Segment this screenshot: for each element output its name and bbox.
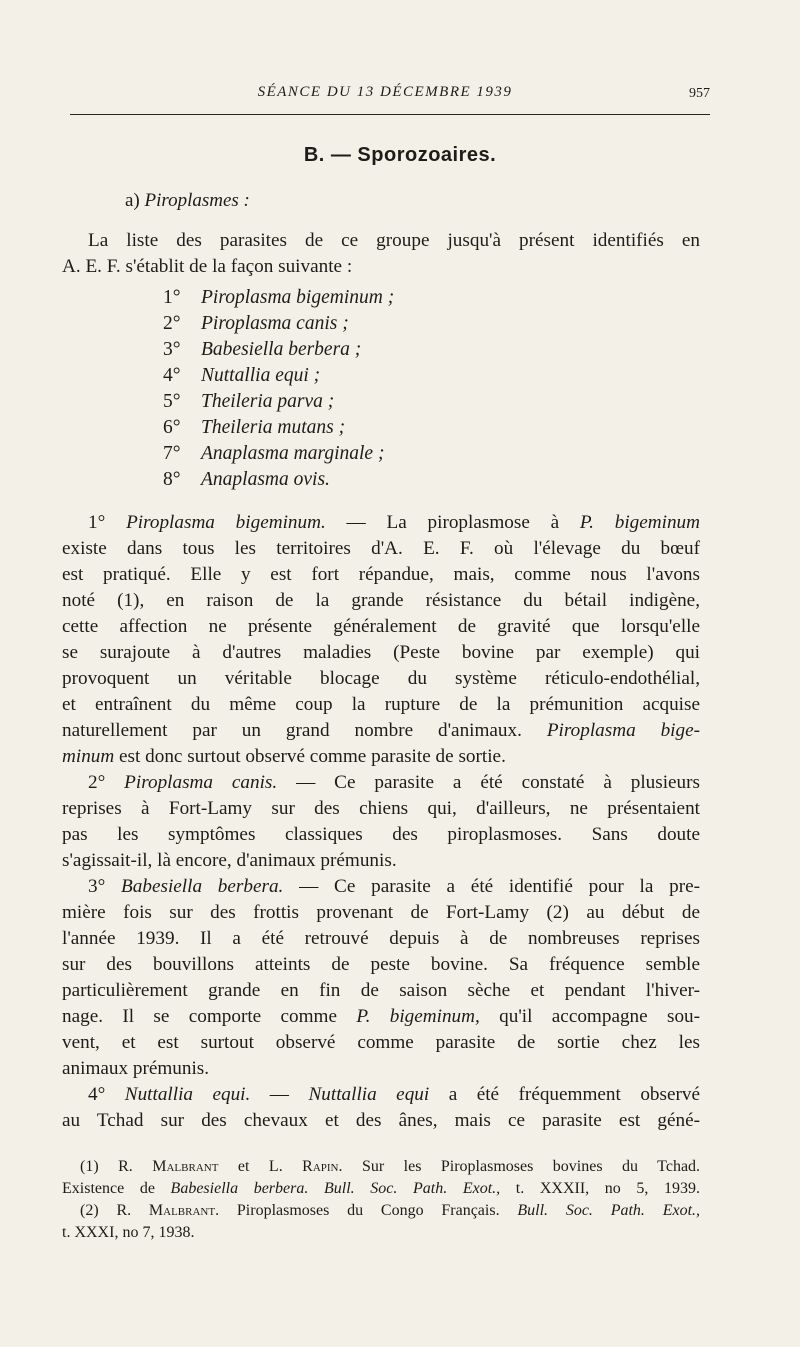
list-item-name: Theileria parva ;	[201, 391, 335, 412]
paragraph-number: 4°	[88, 1084, 106, 1105]
paragraph-3-line-1	[88, 874, 700, 900]
paragraph-species: Piroplasma canis.	[124, 772, 278, 793]
paragraph-3-line-4: sur des bouvillons atteints de peste bovine. Sa fréquence semble	[62, 954, 700, 975]
paragraph-number: 3°	[88, 876, 106, 897]
list-item-number: 4°	[163, 365, 181, 386]
list-item	[163, 285, 394, 311]
footnote-text: Sur les Piroplasmoses bovines du Tchad.	[361, 1158, 701, 1175]
header-rule	[70, 114, 710, 115]
list-item-number: 3°	[163, 339, 181, 360]
paragraph-species: minum	[62, 746, 115, 767]
sub-heading-label: a)	[125, 190, 140, 211]
footnote-author: R. Malbrant.	[116, 1202, 220, 1219]
footnote-2-line-1	[80, 1200, 700, 1222]
footnote-reference: t. XXXII, no 5, 1939.	[515, 1180, 701, 1197]
list-item	[163, 337, 361, 363]
paragraph-1-line-9	[62, 718, 700, 744]
paragraph-3-line-5: particulièrement grande en fin de saison sèche et pendant l'hiver-	[62, 980, 700, 1001]
paragraph-2-line-2: reprises à Fort-Lamy sur des chiens qui, d'ailleurs, ne présentaient	[62, 798, 700, 819]
paragraph-species: Nuttallia equi.	[124, 1084, 251, 1105]
list-item-number: 5°	[163, 391, 181, 412]
paragraph-1-line-6: se surajoute à d'autres maladies (Peste bovine par exemple) qui	[62, 642, 700, 663]
list-item-name: Piroplasma canis ;	[201, 313, 349, 334]
footnote-text: et	[237, 1158, 250, 1175]
running-title: SÉANCE DU 13 DÉCEMBRE 1939	[257, 84, 513, 100]
list-item	[163, 311, 349, 337]
paragraph-1-line-7: provoquent un véritable blocage du système réticulo-endothélial,	[62, 668, 700, 689]
paragraph-1-line-2: existe dans tous les territoires d'A. E. F. où l'élevage du bœuf	[62, 538, 700, 559]
footnote-author: L. Rapin.	[268, 1158, 343, 1175]
footnote-author: R. Malbrant	[118, 1158, 219, 1175]
list-item	[163, 467, 330, 493]
footnote-text: Piroplasmoses du Congo Français.	[236, 1202, 500, 1219]
paragraph-2-line-4: s'agissait-il, là encore, d'animaux prémunis.	[62, 850, 397, 871]
paragraph-3-line-2: mière fois sur des frottis provenant de Fort-Lamy (2) au début de	[62, 902, 700, 923]
paragraph-3-line-6	[62, 1004, 700, 1030]
paragraph-3-line-3: l'année 1939. Il a été retrouvé depuis à de nombreuses reprises	[62, 928, 700, 949]
paragraph-text: qu'il accompagne sou-	[499, 1006, 701, 1027]
paragraph-species: Piroplasma bigeminum.	[126, 512, 326, 533]
paragraph-text: — La piroplasmose à	[346, 512, 560, 533]
paragraph-text: naturellement par un grand nombre d'animaux.	[62, 720, 522, 741]
list-item	[163, 389, 334, 415]
section-title: B. — Sporozoaires.	[303, 144, 497, 166]
paragraph-1-line-3: est pratiqué. Elle y est fort répandue, mais, comme nous l'avons	[62, 564, 700, 585]
list-item-name: Anaplasma marginale ;	[201, 443, 385, 464]
list-item-number: 2°	[163, 313, 181, 334]
paragraph-species: Babesiella berbera.	[121, 876, 284, 897]
paragraph-text: est donc surtout observé comme parasite de sortie.	[119, 746, 506, 767]
intro-line-2: A. E. F. s'établit de la façon suivante :	[62, 256, 353, 277]
paragraph-1-line-1	[88, 510, 700, 536]
paragraph-2-line-3: pas les symptômes classiques des piroplasmoses. Sans doute	[62, 824, 700, 845]
paragraph-text: nage. Il se comporte comme	[62, 1006, 337, 1027]
footnote-text: Existence de	[62, 1180, 155, 1197]
list-item-name: Anaplasma ovis.	[201, 469, 330, 490]
footnote-2-line-2: t. XXXI, no 7, 1938.	[62, 1224, 195, 1241]
paragraph-1-line-4: noté (1), en raison de la grande résistance du bétail indigène,	[62, 590, 700, 611]
page-number: 957	[689, 86, 710, 101]
paragraph-species: Piroplasma bige-	[546, 720, 700, 741]
running-head	[60, 82, 710, 106]
intro-line-1: La liste des parasites de ce groupe jusqu'à présent identifiés en	[88, 230, 700, 251]
footnote-mark: (1)	[80, 1158, 99, 1175]
list-item-name: Piroplasma bigeminum ;	[201, 287, 395, 308]
paragraph-3-line-8: animaux prémunis.	[62, 1058, 210, 1079]
list-item-number: 6°	[163, 417, 181, 438]
list-item-number: 7°	[163, 443, 181, 464]
list-item-name: Nuttallia equi ;	[201, 365, 321, 386]
list-item	[163, 363, 320, 389]
paragraph-1-line-10	[62, 744, 700, 770]
paragraph-species: P. bigeminum,	[356, 1006, 480, 1027]
paragraph-text: a été fréquemment observé	[448, 1084, 700, 1105]
footnote-1-line-1	[80, 1156, 700, 1178]
paragraph-number: 1°	[88, 512, 106, 533]
footnote-mark: (2)	[80, 1202, 99, 1219]
list-item-name: Babesiella berbera ;	[201, 339, 362, 360]
sub-heading	[125, 190, 250, 212]
paragraph-number: 2°	[88, 772, 106, 793]
paragraph-3-line-7: vent, et est surtout observé comme parasite de sortie chez les	[62, 1032, 700, 1053]
sub-heading-title: Piroplasmes :	[144, 190, 250, 211]
paragraph-text: — Ce parasite a été identifié pour la pre-	[299, 876, 701, 897]
paragraph-species: Nuttallia equi	[308, 1084, 430, 1105]
paragraph-text: — Ce parasite a été constaté à plusieurs	[296, 772, 701, 793]
paragraph-1-line-5: cette affection ne présente généralement de gravité que lorsqu'elle	[62, 616, 700, 637]
footnote-1-line-2	[62, 1178, 700, 1200]
list-item-number: 8°	[163, 469, 181, 490]
list-item-number: 1°	[163, 287, 181, 308]
list-item-name: Theileria mutans ;	[201, 417, 346, 438]
footnote-journal: Bull. Soc. Path. Exot.,	[517, 1202, 701, 1219]
paragraph-dash: —	[269, 1084, 289, 1105]
list-item	[163, 441, 384, 467]
paragraph-4-line-1	[88, 1082, 700, 1108]
list-item	[163, 415, 345, 441]
paragraph-2-line-1	[88, 770, 700, 796]
paragraph-1-line-8: et entraînent du même coup la rupture de la prémunition acquise	[62, 694, 700, 715]
footnote-journal: Babesiella berbera. Bull. Soc. Path. Exot.,	[170, 1180, 501, 1197]
paragraph-species: P. bigeminum	[579, 512, 701, 533]
paragraph-4-line-2: au Tchad sur des chevaux et des ânes, mais ce parasite est géné-	[62, 1110, 700, 1131]
